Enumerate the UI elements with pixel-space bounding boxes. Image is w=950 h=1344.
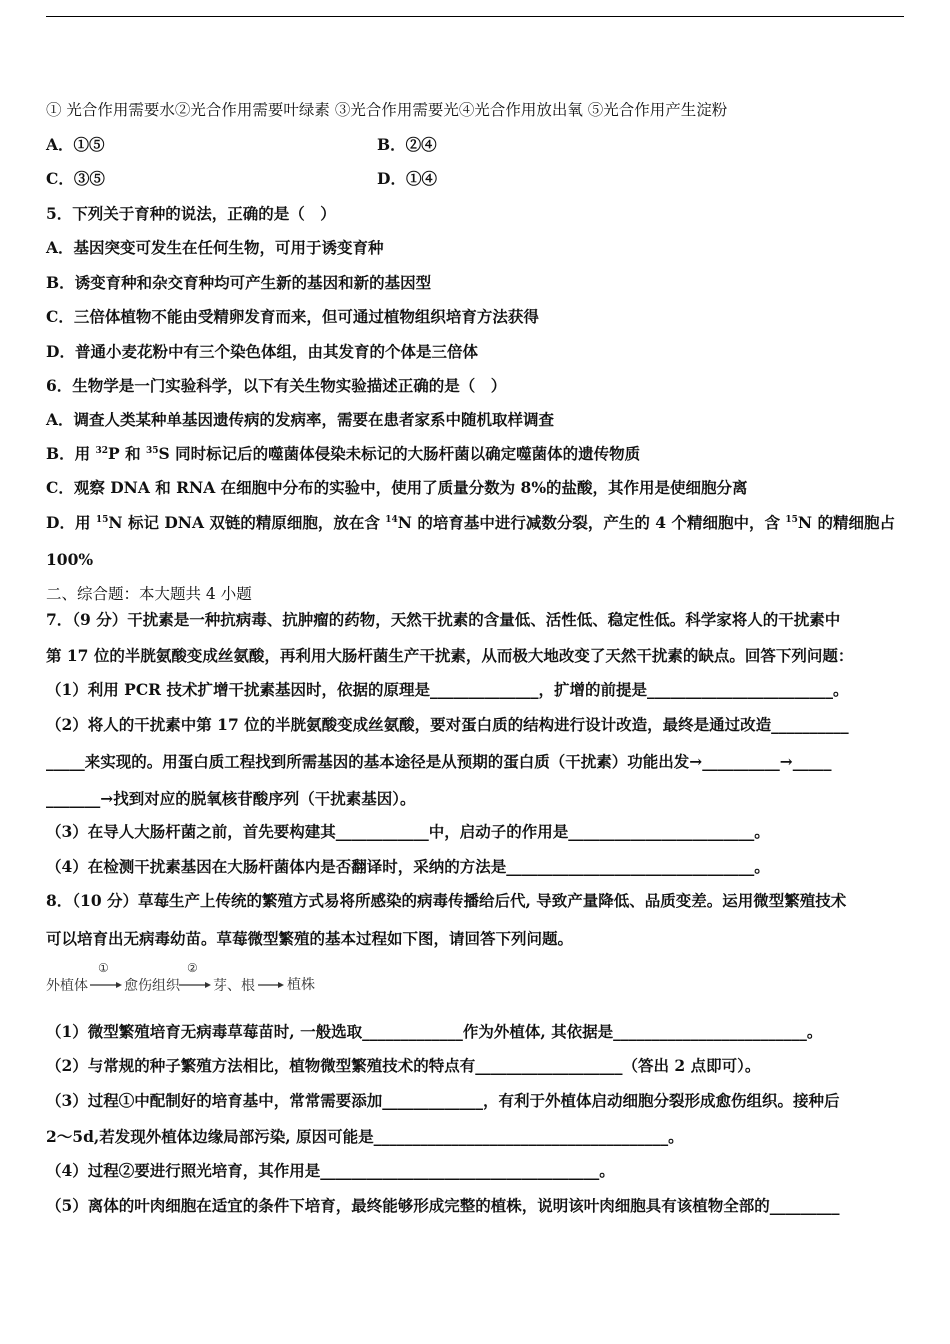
q4-option-c: C．③⑤	[46, 169, 105, 188]
q5-option-a: A．基因突变可发生在任何生物，可用于诱变育种	[46, 238, 384, 257]
q6-option-c: C．观察 DNA 和 RNA 在细胞中分布的实验中，使用了质量分数为 8%的盐酸，其作用是使细胞分离	[46, 478, 748, 497]
q4-option-b: B．②④	[377, 135, 437, 154]
q7-line-2: 第 17 位的半胱氨酸变成丝氨酸，再利用大肠杆菌生产干扰素，从而极大地改变了天然干扰素的缺点。回答下列问题：	[46, 646, 854, 665]
q6-option-d-cont: 100%	[46, 550, 94, 569]
q6-option-b: B．用 $^{32}$P 和 $^{35}$S 同时标记后的噬菌体侵染未标记的大肠杆菌以确定噬菌体的遗传物质	[46, 444, 641, 463]
q7-line-4: （2）将人的干扰素中第 17 位的半胱氨酸变成丝氨酸，要对蛋白质的结构进行设计改造，最终是通过改造__________	[46, 715, 849, 734]
flow-step-1-label: ①	[98, 961, 109, 975]
q4-option-d: D．①④	[377, 169, 437, 188]
header-rule	[46, 16, 904, 17]
q5-stem: 5．下列关于育种的说法，正确的是（ ）	[46, 204, 336, 223]
q6-option-d: D．用 $^{15}$N 标记 DNA 双链的精原细胞，放在含 $^{14}$N 的培育基中进行减数分裂，产生的 4 个精细胞中，含 $^{15}$N 的精细胞占	[46, 513, 895, 532]
flow-node-explant: 外植体	[46, 978, 88, 994]
q7-line-5: _____来实现的。用蛋白质工程找到所需基因的基本途径是从预期的蛋白质（干扰素）功能出发→__________→_____	[46, 752, 832, 771]
q5-option-b: B．诱变育种和杂交育种均可产生新的基因和新的基因型	[46, 273, 432, 292]
q8-line-7: （4）过程②要进行照光培育，其作用是____________________________________。	[46, 1161, 615, 1180]
q8-line-2: 可以培育出无病毒幼苗。草莓微型繁殖的基本过程如下图，请回答下列问题。	[46, 929, 574, 948]
q7-line-1: 7．（9 分）干扰素是一种抗病毒、抗肿瘤的药物，天然干扰素的含量低、活性低、稳定性低。科学家将人的干扰素中	[46, 610, 841, 629]
q6-stem: 6．生物学是一门实验科学，以下有关生物实验描述正确的是（ ）	[46, 376, 507, 395]
q4-option-a: A．①⑤	[46, 135, 105, 154]
q5-option-c: C．三倍体植物不能由受精卵发育而来，但可通过植物组织培育方法获得	[46, 307, 539, 326]
q8-line-6: 2～5d,若发现外植体边缘局部污染, 原因可能是______________________________________。	[46, 1127, 684, 1146]
flow-node-bud-root: 芽、根	[213, 978, 255, 994]
q7-line-3: （1）利用 PCR 技术扩增干扰素基因时，依据的原理是______________，扩增的前提是________________________。	[46, 680, 849, 699]
micropropagation-flow-diagram	[46, 961, 296, 1003]
section-2-heading: 二、综合题：本大题共 4 小题	[46, 585, 252, 603]
q8-line-8: （5）离体的叶肉细胞在适宜的条件下培育，最终能够形成完整的植株，说明该叶肉细胞具有该植物全部的_________	[46, 1196, 840, 1215]
q7-line-6: _______→找到对应的脱氧核苷酸序列（干扰素基因）。	[46, 789, 416, 808]
flow-node-callus: 愈伤组织	[124, 978, 180, 994]
q8-line-3: （1）微型繁殖培育无病毒草莓苗时, 一般选取_____________作为外植体, 其依据是_________________________。	[46, 1022, 823, 1041]
q5-option-d: D．普通小麦花粉中有三个染色体组，由其发育的个体是三倍体	[46, 342, 478, 361]
q4-statements: ① 光合作用需要水②光合作用需要叶绿素 ③光合作用需要光④光合作用放出氧 ⑤光合作用产生淀粉	[46, 101, 728, 119]
q8-line-4: （2）与常规的种子繁殖方法相比，植物微型繁殖技术的特点有___________________（答出 2 点即可）。	[46, 1056, 761, 1075]
q6-option-a: A．调查人类某种单基因遗传病的发病率，需要在患者家系中随机取样调查	[46, 410, 555, 429]
flow-step-2-label: ②	[187, 961, 198, 975]
q7-line-8: （4）在检测干扰素基因在大肠杆菌体内是否翻译时，采纳的方法是________________________________。	[46, 857, 770, 876]
flow-node-plant: 植株	[287, 977, 315, 993]
q8-line-1: 8．（10 分）草莓生产上传统的繁殖方式易将所感染的病毒传播给后代, 导致产量降低、品质变差。运用微型繁殖技术	[46, 891, 847, 910]
q8-line-5: （3）过程①中配制好的培育基中，常常需要添加_____________，有利于外植体启动细胞分裂形成愈伤组织。接种后	[46, 1091, 840, 1110]
q7-line-7: （3）在导人大肠杆菌之前，首先要构建其____________中，启动子的作用是________________________。	[46, 822, 770, 841]
